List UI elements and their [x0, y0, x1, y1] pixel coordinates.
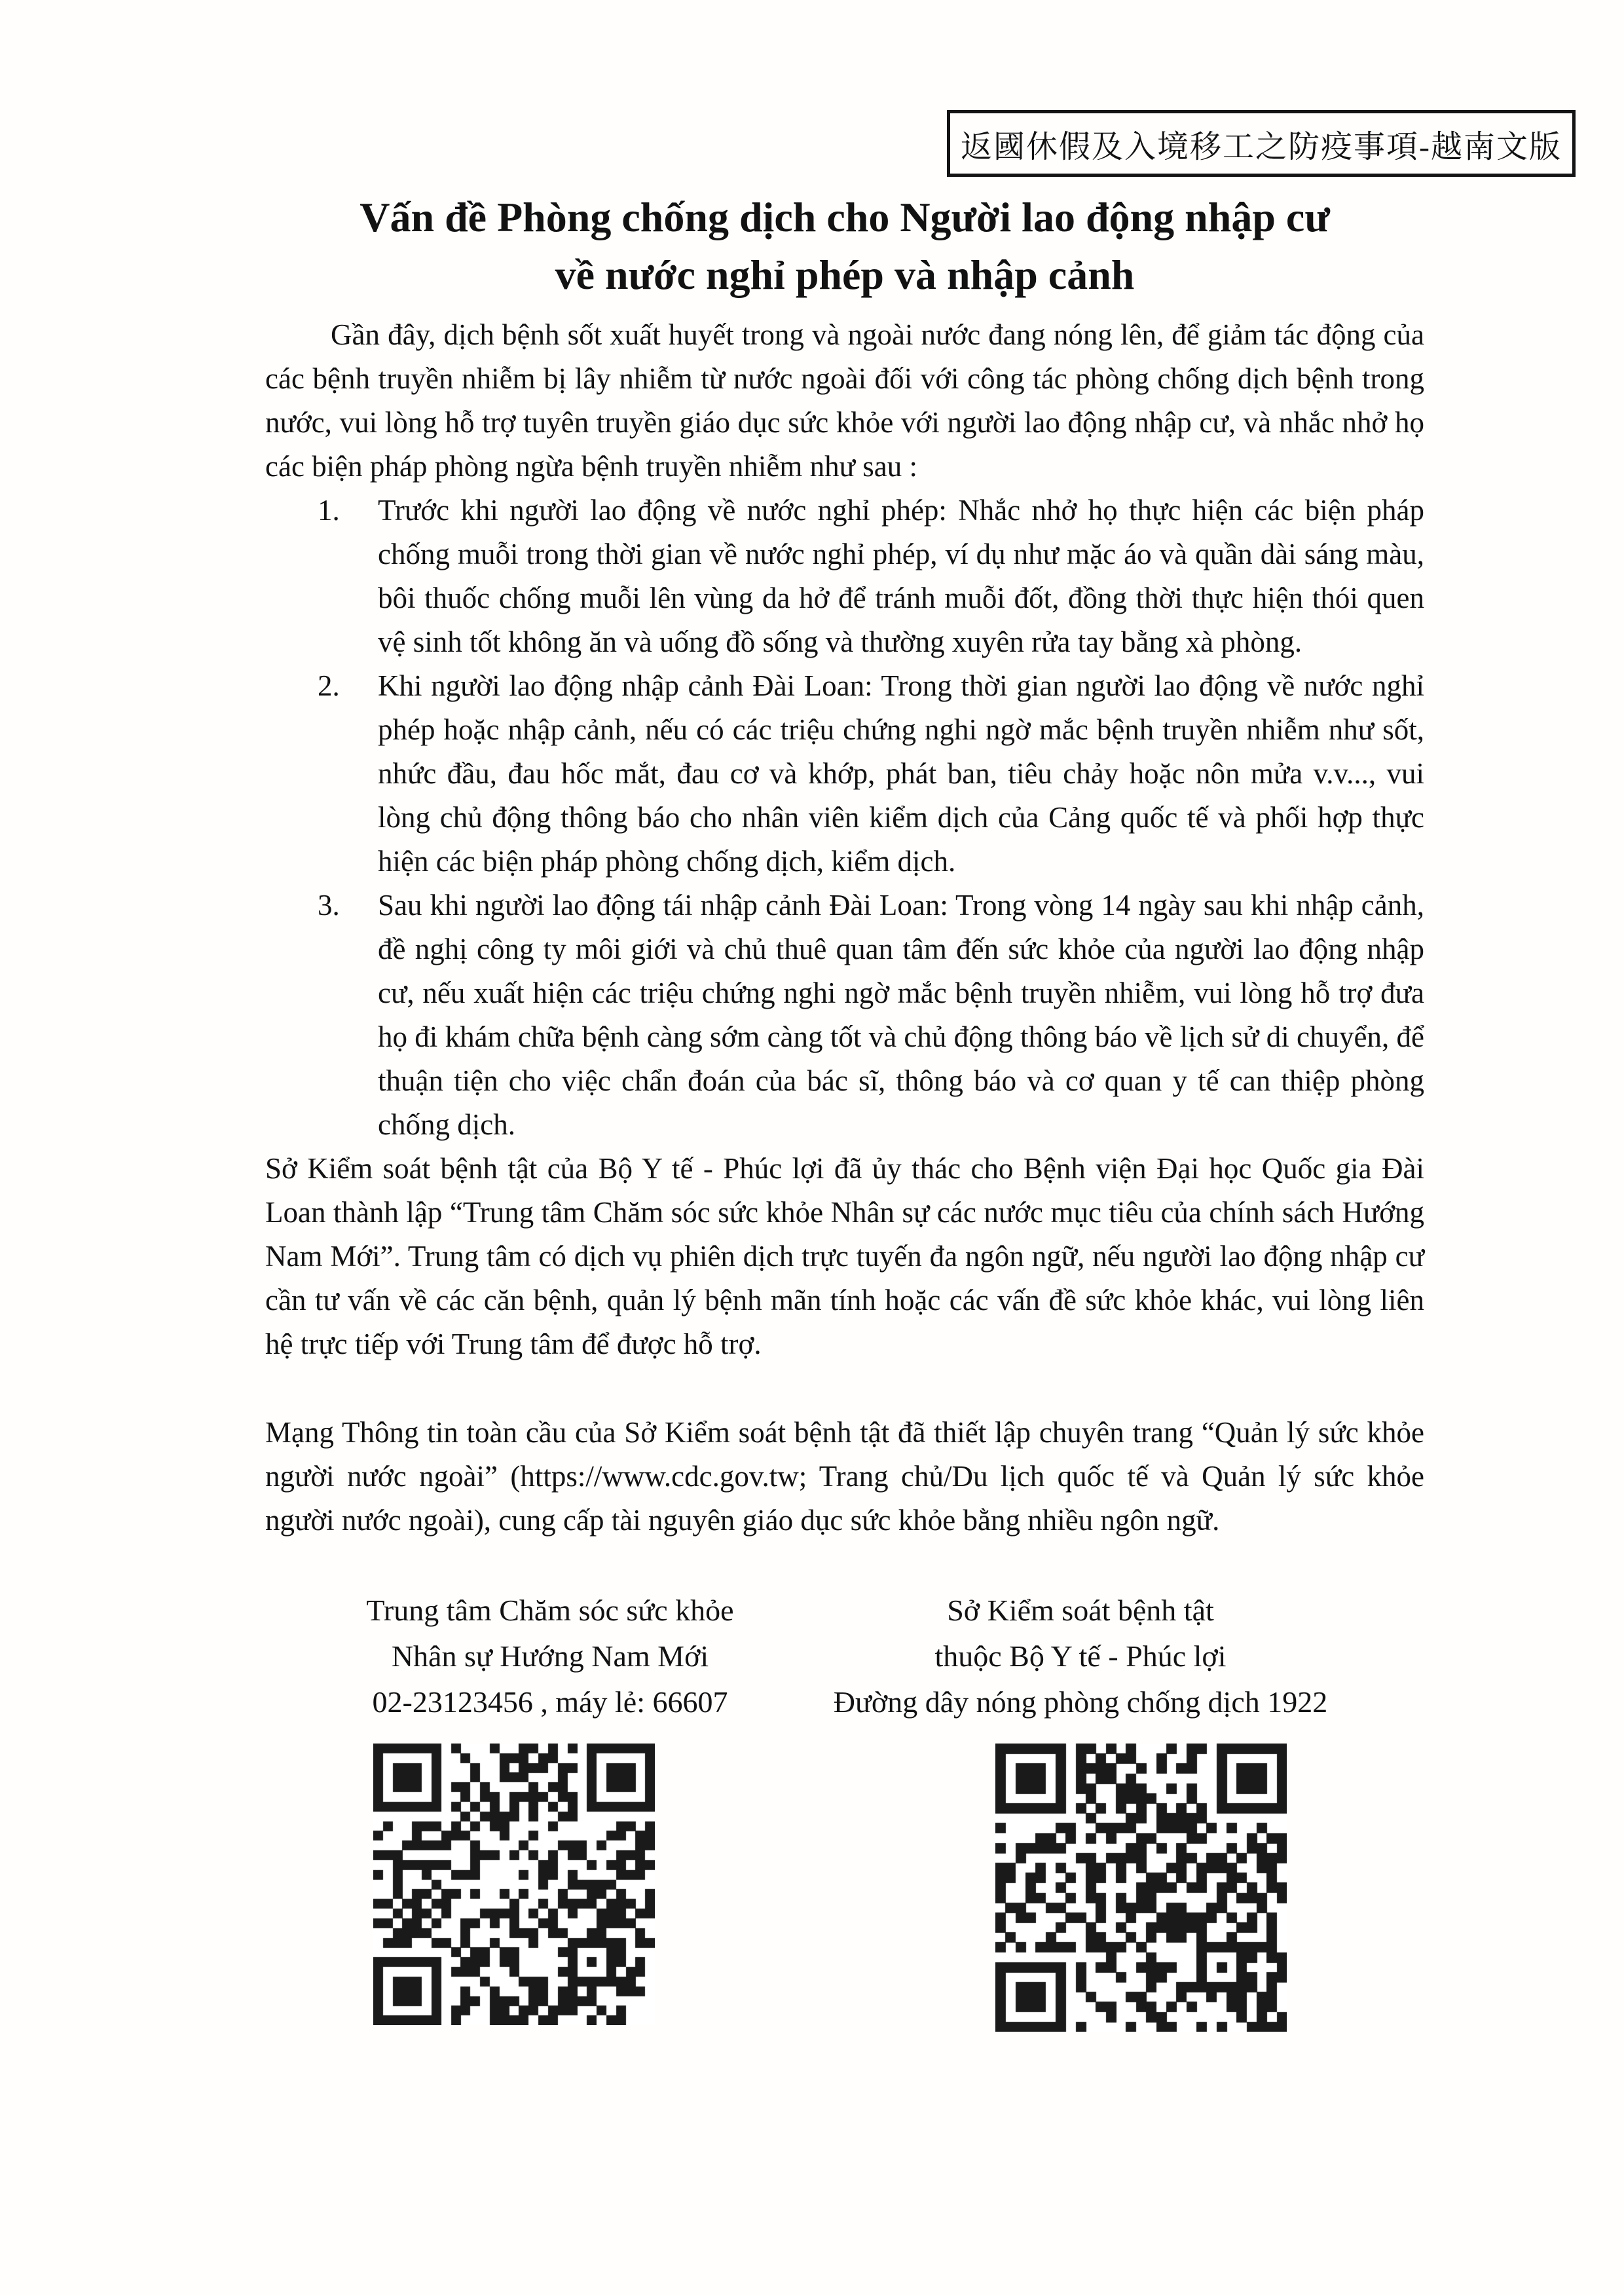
qr-code-cdc	[995, 1744, 1287, 2032]
list-item	[265, 664, 1424, 884]
page-title-line-2: về nước nghỉ phép và nhập cảnh	[555, 252, 1135, 298]
contact-block-health-center	[334, 1588, 766, 1725]
page-title	[265, 189, 1424, 304]
contact-block-cdc	[819, 1588, 1342, 1725]
contact-line: Trung tâm Chăm sóc sức khỏe	[366, 1594, 734, 1627]
list-item-text: Khi người lao động nhập cảnh Đài Loan: Trong thời gian người lao động về nước nghỉ phép hoặc nhập cảnh, nếu có các triệu chứng nghi ngờ mắc bệnh truyền nhiễm như sốt, nhức đầu, đau hốc mắt, đau cơ và khớp, phát ban, tiêu chảy hoặc nôn mửa v.v..., vui lòng chủ động thông báo cho nhân viên kiểm dịch của Cảng quốc tế và phối hợp thực hiện các biện pháp phòng chống dịch, kiểm dịch.	[378, 669, 1424, 878]
document-body	[265, 313, 1424, 1542]
list-item	[265, 489, 1424, 664]
contact-line: Nhân sự Hướng Nam Mới	[391, 1639, 709, 1673]
cdc-website-paragraph: Mạng Thông tin toàn cầu của Sở Kiểm soát bệnh tật đã thiết lập chuyên trang “Quản lý sức khỏe người nước ngoài” (https://www.cdc.gov.tw; Trang chủ/Du lịch quốc tế và Quản lý sức khỏe người nước ngoài), cung cấp tài nguyên giáo dục sức khỏe bằng nhiều ngôn ngữ.	[265, 1416, 1424, 1537]
page-title-line-1: Vấn đề Phòng chống dịch cho Người lao động nhập cư	[360, 194, 1330, 240]
list-item-number: 3.	[318, 889, 340, 922]
list-item	[265, 884, 1424, 1147]
list-item-text: Sau khi người lao động tái nhập cảnh Đài Loan: Trong vòng 14 ngày sau khi nhập cảnh, đề nghị công ty môi giới và chủ thuê quan tâm đến sức khỏe của người lao động nhập cư, nếu xuất hiện các triệu chứng nghi ngờ mắc bệnh truyền nhiễm, vui lòng hỗ trợ đưa họ đi khám chữa bệnh càng sớm càng tốt và chủ động thông báo về lịch sử di chuyển, để thuận tiện cho việc chẩn đoán của bác sĩ, thông báo và cơ quan y tế can thiệp phòng chống dịch.	[378, 889, 1424, 1141]
classification-header-box	[947, 110, 1576, 177]
contact-phone: 02-23123456 , máy lẻ: 66607	[372, 1685, 728, 1719]
numbered-list	[265, 489, 1424, 1147]
classification-header-label: 返國休假及入境移工之防疫事項-越南文版	[961, 129, 1562, 164]
contact-line: Sở Kiểm soát bệnh tật	[947, 1594, 1214, 1627]
contact-line: thuộc Bộ Y tế - Phúc lợi	[934, 1639, 1227, 1673]
intro-paragraph: Gần đây, dịch bệnh sốt xuất huyết trong và ngoài nước đang nóng lên, để giảm tác động của các bệnh truyền nhiễm bị lây nhiễm từ nước ngoài đối với công tác phòng chống dịch bệnh trong nước, vui lòng hỗ trợ tuyên truyền giáo dục sức khỏe với người lao động nhập cư, và nhắc nhở họ các biện pháp phòng ngừa bệnh truyền nhiễm như sau :	[265, 318, 1424, 483]
list-item-number: 1.	[318, 494, 340, 527]
list-item-text: Trước khi người lao động về nước nghỉ phép: Nhắc nhở họ thực hiện các biện pháp chống muỗi trong thời gian về nước nghỉ phép, ví dụ như mặc áo và quần dài sáng màu, bôi thuốc chống muỗi lên vùng da hở để tránh muỗi đốt, đồng thời thực hiện thói quen vệ sinh tốt không ăn và uống đồ sống và thường xuyên rửa tay bằng xà phòng.	[378, 494, 1424, 658]
health-center-paragraph: Sở Kiểm soát bệnh tật của Bộ Y tế - Phúc lợi đã ủy thác cho Bệnh viện Đại học Quốc gia Đài Loan thành lập “Trung tâm Chăm sóc sức khỏe Nhân sự các nước mục tiêu của chính sách Hướng Nam Mới”. Trung tâm có dịch vụ phiên dịch trực tuyến đa ngôn ngữ, nếu người lao động nhập cư cần tư vấn về các căn bệnh, quản lý bệnh mãn tính hoặc các vấn đề sức khỏe khác, vui lòng liên hệ trực tiếp với Trung tâm để được hỗ trợ.	[265, 1152, 1424, 1360]
list-item-number: 2.	[318, 669, 340, 702]
contact-hotline: Đường dây nóng phòng chống dịch 1922	[833, 1685, 1328, 1719]
qr-code-health-center	[373, 1744, 655, 2025]
